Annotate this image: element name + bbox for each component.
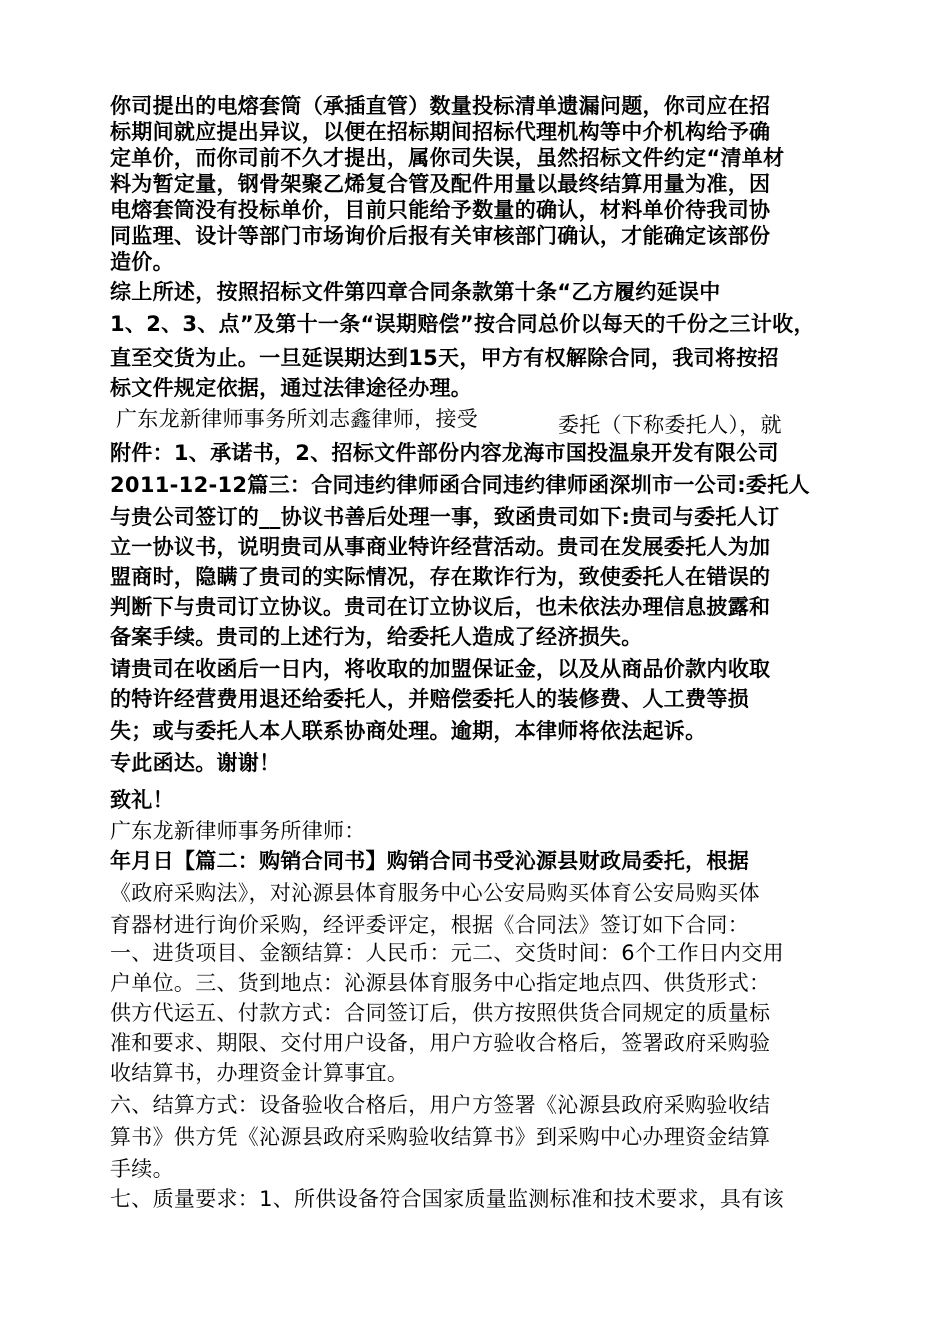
text-line: 算书》供方凭《沁源县政府采购验收结算书》到采购中心办理资金结算 bbox=[110, 1125, 771, 1149]
text-line: 《政府采购法》，对沁源县体育服务中心公安局购买体育公安局购买体 bbox=[110, 881, 760, 905]
text-line: 收结算书，办理资金计算事宜。 bbox=[110, 1061, 409, 1085]
text-line: 造价。 bbox=[110, 250, 174, 274]
text-line: 失；或与委托人本人联系协商处理。逾期，本律师将依法起诉。 bbox=[110, 719, 707, 743]
text-line: 手续。 bbox=[110, 1157, 174, 1181]
text-line: 六、结算方式：设备验收合格后，用户方签署《沁源县政府采购验收结 bbox=[110, 1093, 771, 1117]
text-line: 2011-12-12篇三：合同违约律师函合同违约律师函深圳市一公司:委托人 bbox=[110, 473, 810, 497]
text-line: 判断下与贵司订立协议。贵司在订立协议后，也未依法办理信息披露和 bbox=[110, 595, 771, 619]
text-line: 附件：1、承诺书，2、招标文件部份内容龙海市国投温泉开发有限公司 bbox=[110, 441, 779, 465]
text-line: 立一协议书，说明贵司从事商业特许经营活动。贵司在发展委托人为加 bbox=[110, 535, 771, 559]
text-line: 你司提出的电熔套筒（承插直管）数量投标清单遗漏问题，你司应在招 bbox=[110, 94, 771, 118]
text-line: 广东龙新律师事务所律师： bbox=[110, 819, 366, 843]
text-line: 一、进货项目、金额结算：人民币：元二、交货时间：6个工作日内交用 bbox=[110, 941, 784, 965]
text-line: 料为暂定量，钢骨架聚乙烯复合管及配件用量以最终结算用量为准，因 bbox=[110, 172, 771, 196]
text-line: 年月日【篇二：购销合同书】购销合同书受沁源县财政局委托，根据 bbox=[110, 849, 749, 873]
text-line: 的特许经营费用退还给委托人，并赔偿委托人的装修费、人工费等损 bbox=[110, 687, 749, 711]
text-line: 1、2、3、点”及第十一条“误期赔偿”按合同总价以每天的千份之三计收， bbox=[110, 312, 815, 336]
text-line: 供方代运五、付款方式：合同签订后，供方按照供货合同规定的质量标 bbox=[110, 1001, 771, 1025]
text-line: 电熔套筒没有投标单价，目前只能给予数量的确认，材料单价待我司协 bbox=[110, 198, 771, 222]
text-line: 与贵公司签订的__协议书善后处理一事，致函贵司如下:贵司与委托人订 bbox=[110, 505, 780, 529]
text-line: 标文件规定依据，通过法律途径办理。 bbox=[110, 376, 473, 400]
text-line-tail: 委托（下称委托人），就 bbox=[558, 413, 782, 437]
text-line: 定单价，而你司前不久才提出，属你司失误，虽然招标文件约定“清单材 bbox=[110, 146, 785, 170]
text-line: 综上所述，按照招标文件第四章合同条款第十条“乙方履约延误中 bbox=[110, 280, 721, 304]
text-line: 育器材进行询价采购，经评委评定，根据《合同法》签订如下合同： bbox=[110, 913, 749, 937]
text-line: 请贵司在收函后一日内，将收取的加盟保证金，以及从商品价款内收取 bbox=[110, 657, 771, 681]
text-line: 准和要求、期限、交付用户设备，用户方验收合格后，签署政府采购验 bbox=[110, 1031, 771, 1055]
text-line: 七、质量要求：1、所供设备符合国家质量监测标准和技术要求，具有该 bbox=[110, 1187, 784, 1211]
text-line: 标期间就应提出异议，以便在招标期间招标代理机构等中介机构给予确 bbox=[110, 120, 771, 144]
text-line: 盟商时，隐瞒了贵司的实际情况，存在欺诈行为，致使委托人在错误的 bbox=[110, 565, 771, 589]
text-line: 专此函达。谢谢！ bbox=[110, 751, 281, 775]
text-line: 同监理、设计等部门市场询价后报有关审核部门确认，才能确定该部份 bbox=[110, 224, 771, 248]
text-line: 广东龙新律师事务所刘志鑫律师，接受 bbox=[116, 407, 479, 431]
text-line: 户单位。三、货到地点：沁源县体育服务中心指定地点四、供货形式： bbox=[110, 971, 771, 995]
text-line: 备案手续。贵司的上述行为，给委托人造成了经济损失。 bbox=[110, 625, 643, 649]
text-line: 致礼！ bbox=[110, 788, 174, 812]
text-line: 直至交货为止。一旦延误期达到15天，甲方有权解除合同，我司将按招 bbox=[110, 346, 779, 370]
